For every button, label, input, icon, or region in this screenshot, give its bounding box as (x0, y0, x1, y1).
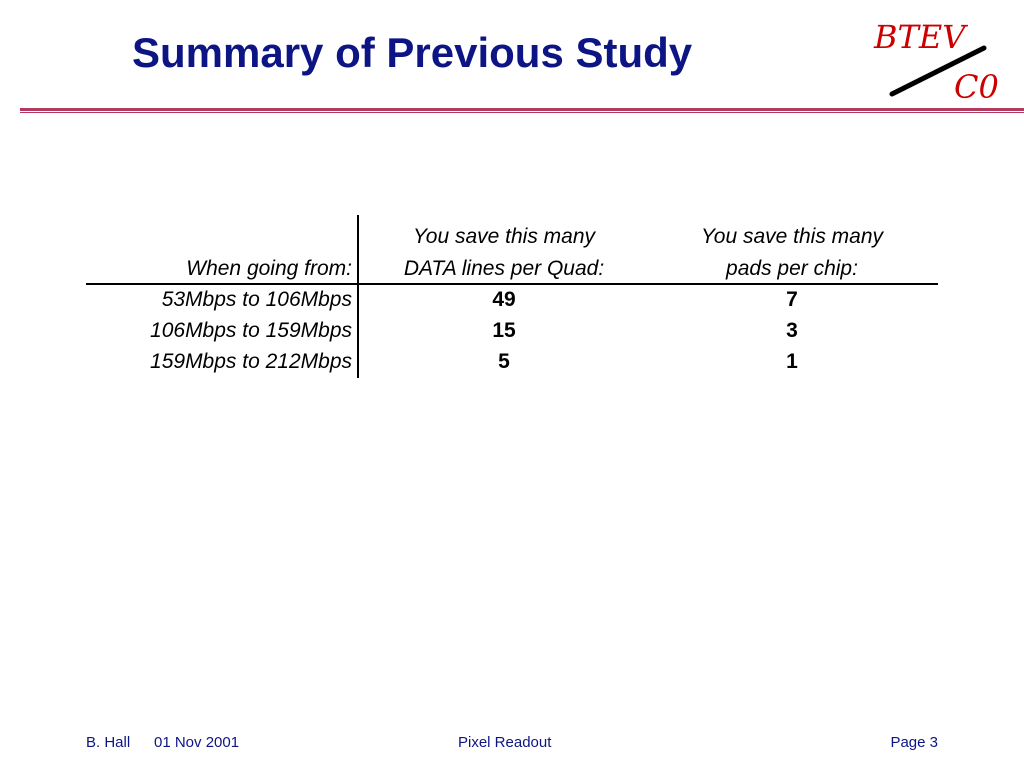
logo-text-c0: C0 (954, 68, 999, 106)
slide-title: Summary of Previous Study (132, 29, 693, 76)
row-data-lines: 5 (498, 350, 510, 373)
footer-page-number: Page 3 (890, 734, 938, 751)
footer-date: 01 Nov 2001 (154, 734, 240, 751)
footer-topic: Pixel Readout (458, 734, 552, 751)
row-pads: 3 (786, 319, 798, 342)
logo-text-btev: BTEV (874, 18, 966, 56)
row-data-lines: 49 (492, 288, 516, 311)
row-range: 159Mbps to 212Mbps (150, 350, 352, 373)
row-pads: 7 (786, 288, 798, 311)
header-data-lines-line1: You save this many (412, 225, 596, 248)
footer-author: B. Hall (86, 734, 131, 751)
header-when-going-from: When going from: (186, 257, 352, 280)
row-data-lines: 15 (492, 319, 516, 342)
row-range: 106Mbps to 159Mbps (150, 319, 352, 342)
header-data-lines-line2: DATA lines per Quad: (403, 257, 605, 280)
row-range: 53Mbps to 106Mbps (161, 288, 352, 311)
header-pads-line1: You save this many (700, 225, 884, 248)
row-pads: 1 (786, 350, 798, 373)
table-vertical-divider (357, 215, 359, 378)
header-pads-line2: pads per chip: (726, 257, 858, 280)
